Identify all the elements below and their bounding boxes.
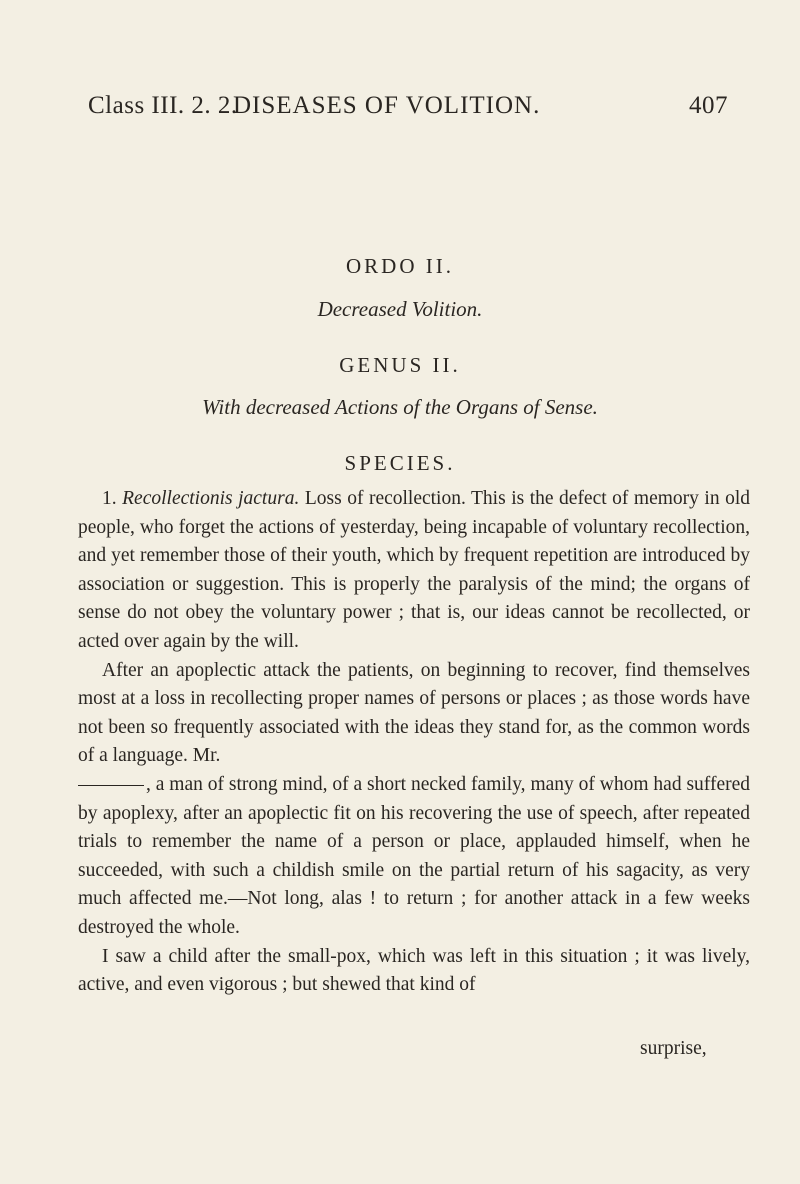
- paragraph-3: [78, 943, 750, 1000]
- paragraph-1-text: Loss of recollection. This is the defect of memory in old people, who forget the actions of yesterday, being incapable of voluntary recollection, and yet remember those of their youth, which by frequent repetition are introduced by association or suggestion. This is properly the paralysis of the mind; the organs of sense do not obey the voluntary power ; that is, our ideas cannot be recollected, or acted over again by the will.: [78, 488, 751, 652]
- name-omitted-dash: [78, 785, 144, 786]
- genus-title: With decreased Actions of the Organs of Sense.: [202, 395, 598, 419]
- ordo-heading: ORDO II.: [346, 254, 454, 278]
- paragraph-2-text: After an apoplectic attack the patients, on beginning to recover, find themselves most at a loss in recollecting proper names of persons or places ; as those words have not been so frequently associated with the ideas they stand for, as the common words of a language. Mr.: [78, 659, 750, 767]
- catchword: surprise,: [640, 1038, 707, 1059]
- paragraph-2-text-b: , a man of strong mind, of a short necked family, many of whom had suffered by apoplexy, after an apoplectic fit on his recovering the use of speech, after repeated trials to remember the name of a person or place, applauded himself, when he succeeded, with such a childish smile on the partial return of his sagacity, as very much affected me.—Not long, alas ! to return ; for another attack in a few weeks destroyed the whole.: [78, 773, 750, 938]
- paragraph-1: [78, 485, 750, 657]
- paragraph-3-text: I saw a child after the small-pox, which was left in this situation ; it was lively, active, and even vigorous ; but shewed that kind of: [78, 945, 750, 996]
- paragraph-2: [78, 657, 750, 943]
- body-text: [78, 485, 750, 1000]
- page-number: 407: [689, 92, 728, 119]
- running-head: [88, 92, 728, 132]
- species-latin-name: Recollectionis jactura.: [122, 488, 300, 509]
- species-heading: SPECIES.: [344, 451, 456, 475]
- species-number: 1.: [102, 488, 117, 509]
- genus-heading: GENUS II.: [339, 353, 461, 377]
- running-head-left: Class III. 2. 2.: [88, 92, 238, 119]
- running-head-title: DISEASES OF VOLITION.: [233, 92, 541, 119]
- ordo-subtitle: Decreased Volition.: [317, 297, 483, 321]
